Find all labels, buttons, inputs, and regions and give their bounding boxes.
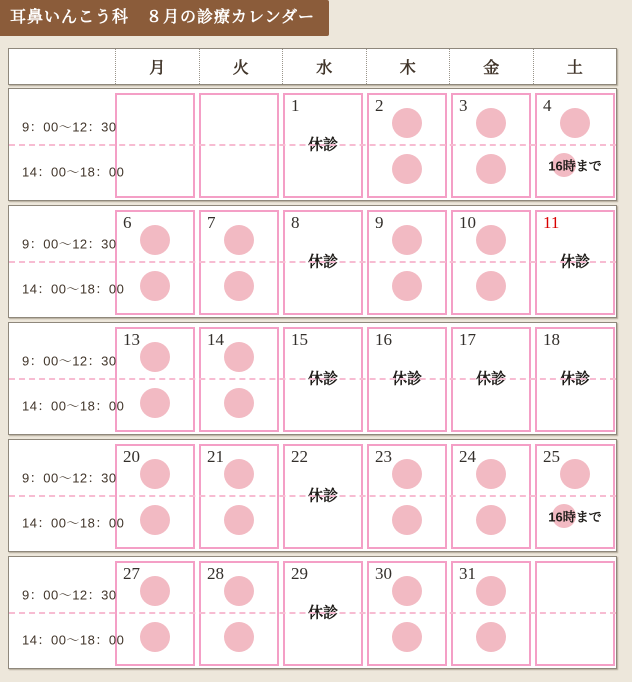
open-circle-pm xyxy=(224,505,254,535)
clinic-calendar xyxy=(8,48,617,673)
date-label: 8 xyxy=(291,213,300,232)
date-label: 22 xyxy=(291,447,308,466)
open-circle-pm xyxy=(476,271,506,301)
day-header-sat: 土 xyxy=(533,49,617,84)
open-circle-am xyxy=(140,576,170,606)
date-label: 30 xyxy=(375,564,392,583)
time-slot-pm: 14：00～18：00 xyxy=(22,632,125,648)
open-circle-am xyxy=(224,342,254,372)
date-label: 16 xyxy=(375,330,392,349)
open-circle-pm xyxy=(392,154,422,184)
date-label: 31 xyxy=(459,564,476,583)
am-pm-divider-line xyxy=(9,144,616,146)
week-row-5 xyxy=(8,556,617,669)
date-label-holiday: 11 xyxy=(543,213,560,232)
open-circle-am xyxy=(224,576,254,606)
closed-label: 休診 xyxy=(305,134,341,155)
closed-label: 休診 xyxy=(473,368,509,389)
open-circle-pm xyxy=(224,388,254,418)
open-circle-pm xyxy=(140,388,170,418)
date-label: 28 xyxy=(207,564,224,583)
open-circle-am xyxy=(560,108,590,138)
open-circle-pm xyxy=(224,622,254,652)
closed-label: 休診 xyxy=(557,368,593,389)
open-circle-am xyxy=(476,459,506,489)
am-pm-divider-line xyxy=(9,378,616,380)
date-label: 10 xyxy=(459,213,476,232)
day-header-mon: 月 xyxy=(115,49,199,84)
week-row-1 xyxy=(8,88,617,201)
calendar-header-row xyxy=(8,48,617,85)
open-circle-am xyxy=(224,459,254,489)
closed-label: 休診 xyxy=(305,602,341,623)
calendar-weeks xyxy=(8,88,617,669)
date-label: 29 xyxy=(291,564,308,583)
open-circle-pm xyxy=(140,271,170,301)
time-slot-am: 9：00～12：30 xyxy=(22,470,117,486)
limited-hours-label: 16時まで xyxy=(548,509,602,525)
open-circle-am xyxy=(392,459,422,489)
date-label: 4 xyxy=(543,96,552,115)
open-circle-am xyxy=(392,576,422,606)
open-circle-pm xyxy=(392,271,422,301)
open-circle-am xyxy=(140,225,170,255)
date-label: 3 xyxy=(459,96,468,115)
date-label: 25 xyxy=(543,447,560,466)
am-pm-divider-line xyxy=(9,612,616,614)
date-label: 20 xyxy=(123,447,140,466)
open-circle-pm xyxy=(476,154,506,184)
date-label: 18 xyxy=(543,330,560,349)
am-pm-divider-line xyxy=(9,495,616,497)
page-title: 耳鼻いんこう科 ８月の診療カレンダー xyxy=(0,0,329,36)
time-slot-am: 9：00～12：30 xyxy=(22,587,117,603)
open-circle-am xyxy=(392,108,422,138)
date-label: 23 xyxy=(375,447,392,466)
date-label: 2 xyxy=(375,96,384,115)
open-circle-am xyxy=(560,459,590,489)
time-slot-am: 9：00～12：30 xyxy=(22,353,117,369)
open-circle-am xyxy=(476,225,506,255)
closed-label: 休診 xyxy=(305,368,341,389)
open-circle-am xyxy=(392,225,422,255)
open-circle-pm xyxy=(224,271,254,301)
week-row-4 xyxy=(8,439,617,552)
time-column-spacer xyxy=(9,49,115,84)
am-pm-divider-line xyxy=(9,261,616,263)
time-slot-am: 9：00～12：30 xyxy=(22,119,117,135)
date-label: 7 xyxy=(207,213,216,232)
date-label: 6 xyxy=(123,213,132,232)
time-slot-pm: 14：00～18：00 xyxy=(22,398,125,414)
open-circle-am xyxy=(140,459,170,489)
open-circle-am xyxy=(224,225,254,255)
closed-label: 休診 xyxy=(389,368,425,389)
closed-label: 休診 xyxy=(305,485,341,506)
day-header-wed: 水 xyxy=(282,49,366,84)
date-label: 24 xyxy=(459,447,476,466)
closed-label: 休診 xyxy=(557,251,593,272)
week-row-3 xyxy=(8,322,617,435)
day-header-tue: 火 xyxy=(199,49,283,84)
open-circle-am xyxy=(140,342,170,372)
date-label: 13 xyxy=(123,330,140,349)
date-label: 14 xyxy=(207,330,224,349)
day-header-thu: 木 xyxy=(366,49,450,84)
week-row-2 xyxy=(8,205,617,318)
date-label: 1 xyxy=(291,96,300,115)
open-circle-pm xyxy=(140,505,170,535)
limited-hours-label: 16時まで xyxy=(548,158,602,174)
open-circle-pm xyxy=(476,622,506,652)
open-circle-pm xyxy=(476,505,506,535)
time-slot-am: 9：00～12：30 xyxy=(22,236,117,252)
time-slot-pm: 14：00～18：00 xyxy=(22,164,125,180)
date-label: 27 xyxy=(123,564,140,583)
open-circle-am xyxy=(476,108,506,138)
time-slot-pm: 14：00～18：00 xyxy=(22,515,125,531)
open-circle-pm xyxy=(392,622,422,652)
open-circle-pm xyxy=(140,622,170,652)
time-slot-pm: 14：00～18：00 xyxy=(22,281,125,297)
date-label: 21 xyxy=(207,447,224,466)
date-label: 15 xyxy=(291,330,308,349)
open-circle-am xyxy=(476,576,506,606)
day-header-fri: 金 xyxy=(449,49,533,84)
open-circle-pm xyxy=(392,505,422,535)
closed-label: 休診 xyxy=(305,251,341,272)
date-label: 9 xyxy=(375,213,384,232)
date-label: 17 xyxy=(459,330,476,349)
